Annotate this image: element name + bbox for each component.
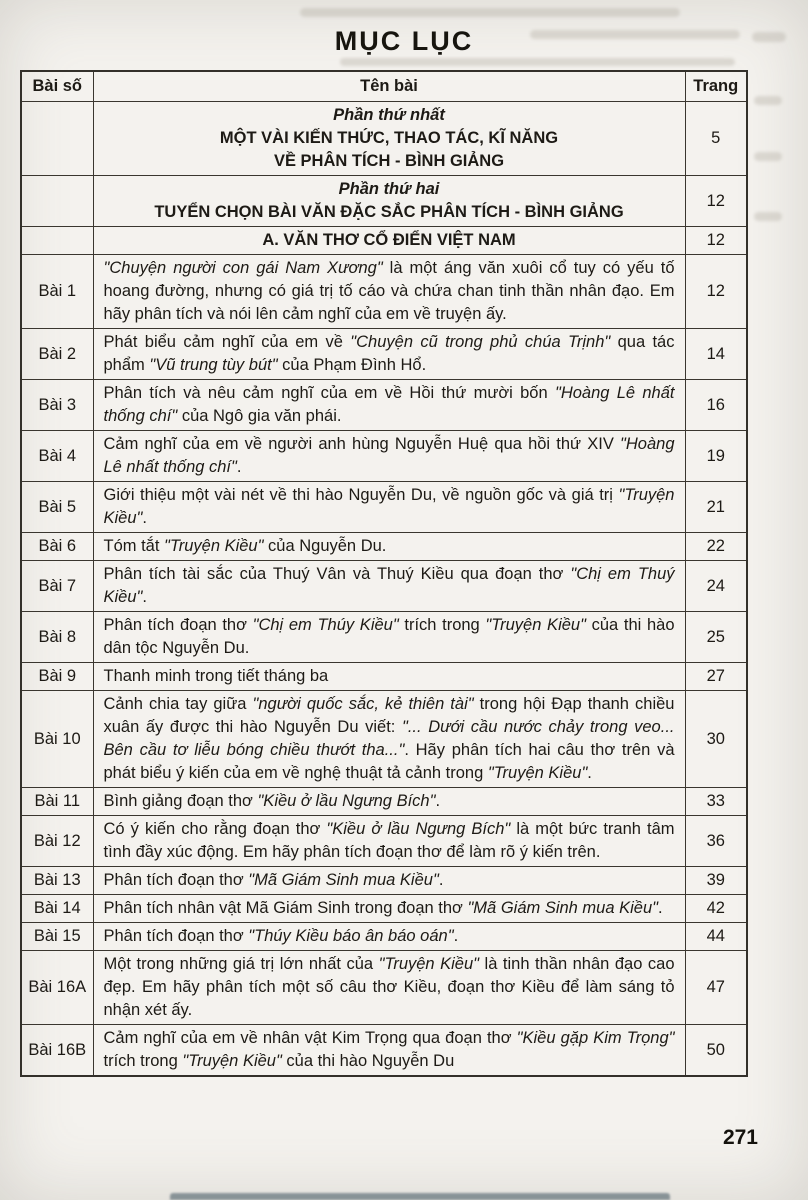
lesson-title-cell [93, 561, 685, 612]
lesson-title-segment: . [587, 764, 592, 782]
section-title-line: TUYỂN CHỌN BÀI VĂN ĐẶC SẮC PHÂN TÍCH - BÌNH GIẢNG [154, 203, 624, 221]
lesson-title-segment: trích trong [103, 1052, 183, 1070]
lesson-title-segment: "Chị em Thuý Kiều" [103, 565, 675, 606]
lesson-title-segment: "Truyện Kiều" [164, 537, 264, 555]
lesson-title-segment: của Phạm Đình Hổ. [277, 356, 427, 374]
section-title-line: A. VĂN THƠ CỔ ĐIỂN VIỆT NAM [262, 231, 516, 249]
table-row [21, 227, 747, 255]
lesson-title-cell [93, 895, 685, 923]
lesson-number-cell: Bài 5 [21, 482, 93, 533]
lesson-title-segment: của thi hào Nguyễn Du [281, 1052, 455, 1070]
page-ref-cell: 50 [685, 1025, 747, 1077]
lesson-number-cell: Bài 16A [21, 951, 93, 1025]
lesson-number-cell [21, 227, 93, 255]
lesson-title-segment: trích trong [398, 616, 486, 634]
scan-artifact [340, 58, 735, 66]
table-row [21, 788, 747, 816]
lesson-title-segment: Phân tích đoạn thơ [103, 927, 249, 945]
lesson-title-segment: là tinh thần nhân đạo cao đẹp. Em hãy phân tích một số câu thơ Kiều, đoạn thơ Kiều để làm sáng tỏ nhận xét ấy. [103, 955, 675, 1019]
lesson-title-segment: Tóm tắt [103, 537, 165, 555]
lesson-number-cell [21, 102, 93, 176]
page-title: MỤC LỤC [334, 26, 474, 56]
lesson-title-segment: Giới thiệu một vài nét về thi hào Nguyễn Du, về nguồn gốc và giá trị [103, 486, 619, 504]
lesson-title-segment: Bình giảng đoạn thơ [103, 792, 258, 810]
page-ref-cell: 44 [685, 923, 747, 951]
page-ref-cell: 33 [685, 788, 747, 816]
lesson-title-segment: Phân tích đoạn thơ [103, 871, 249, 889]
toc-table [20, 70, 748, 1077]
page-ref-cell: 12 [685, 255, 747, 329]
table-row [21, 176, 747, 227]
scan-edge-artifact [170, 1193, 670, 1200]
lesson-title-segment: Cảm nghĩ của em về nhân vật Kim Trọng qua đoạn thơ [103, 1029, 517, 1047]
lesson-title-segment: "Truyện Kiều" [378, 955, 480, 973]
scan-artifact [754, 96, 782, 105]
lesson-title-segment: "Truyện Kiều" [103, 486, 675, 527]
scan-artifact [300, 8, 680, 17]
lesson-number-cell: Bài 7 [21, 561, 93, 612]
table-row [21, 561, 747, 612]
page-ref-cell: 36 [685, 816, 747, 867]
lesson-number-cell: Bài 2 [21, 329, 93, 380]
lesson-title-segment: . [438, 871, 444, 889]
lesson-title-cell [93, 255, 685, 329]
scan-artifact [754, 152, 782, 161]
lesson-title-cell [93, 431, 685, 482]
page-ref-cell: 12 [685, 227, 747, 255]
scan-artifact [530, 30, 740, 39]
lesson-title-segment: "Chuyện người con gái Nam Xương" [103, 259, 383, 277]
page-ref-cell: 16 [685, 380, 747, 431]
lesson-title-segment: của thi hào dân tộc Nguyễn Du. [103, 616, 675, 657]
lesson-title-segment: "Kiều ở lầu Ngưng Bích" [326, 820, 511, 838]
lesson-title-segment: . [453, 927, 459, 945]
table-row [21, 895, 747, 923]
table-row [21, 102, 747, 176]
lesson-title-segment: Thanh minh trong tiết tháng ba [103, 667, 329, 685]
lesson-number-cell: Bài 15 [21, 923, 93, 951]
lesson-number-cell: Bài 14 [21, 895, 93, 923]
lesson-title-cell [93, 951, 685, 1025]
lesson-title-segment: "... Dưới cầu nước chảy trong veo... Bên cầu tơ liễu bóng chiều thướt tha..." [103, 718, 675, 759]
lesson-number-cell: Bài 10 [21, 691, 93, 788]
table-row [21, 951, 747, 1025]
lesson-title-segment: "Hoàng Lê nhất thống chí" [103, 384, 675, 425]
table-row [21, 329, 747, 380]
lesson-title-cell [93, 612, 685, 663]
lesson-title-cell [93, 816, 685, 867]
lesson-title-segment: "Truyện Kiều" [485, 616, 586, 634]
lesson-title-cell [93, 482, 685, 533]
page-ref-cell: 30 [685, 691, 747, 788]
section-title-cell [93, 227, 685, 255]
page-ref-cell: 5 [685, 102, 747, 176]
lesson-title-segment: là một bức tranh tâm tình đầy xúc động. Em hãy phân tích đoạn thơ để làm rõ ý kiến trên. [103, 820, 675, 861]
page-ref-cell: 14 [685, 329, 747, 380]
page-ref-cell: 22 [685, 533, 747, 561]
lesson-title-cell [93, 380, 685, 431]
section-title-line: VỀ PHÂN TÍCH - BÌNH GIẢNG [273, 152, 505, 170]
lesson-title-cell [93, 329, 685, 380]
lesson-title-segment: "Chuyện cũ trong phủ chúa Trịnh" [350, 333, 611, 351]
page-ref-cell: 39 [685, 867, 747, 895]
table-row [21, 867, 747, 895]
lesson-number-cell: Bài 6 [21, 533, 93, 561]
lesson-title-segment: . [236, 458, 242, 476]
section-title-cell [93, 176, 685, 227]
lesson-number-cell: Bài 16B [21, 1025, 93, 1077]
lesson-title-segment: qua tác phẩm [103, 333, 675, 374]
lesson-number-cell: Bài 11 [21, 788, 93, 816]
lesson-title-cell [93, 788, 685, 816]
table-row [21, 691, 747, 788]
lesson-title-segment: "Truyện Kiều" [487, 764, 588, 782]
page-ref-cell: 27 [685, 663, 747, 691]
table-row [21, 533, 747, 561]
lesson-title-segment: "Hoàng Lê nhất thống chí" [103, 435, 675, 476]
lesson-number-cell: Bài 12 [21, 816, 93, 867]
lesson-title-segment: "Vũ trung tùy bút" [149, 356, 278, 374]
lesson-title-segment: Phân tích và nêu cảm nghĩ của em về Hồi thứ mười bốn [103, 384, 555, 402]
lesson-title-segment: "người quốc sắc, kẻ thiên tài" [252, 695, 474, 713]
lesson-title-segment: . [142, 588, 147, 606]
lesson-title-segment: Có ý kiến cho rằng đoạn thơ [103, 820, 327, 838]
table-row [21, 612, 747, 663]
lesson-title-segment: Phân tích nhân vật Mã Giám Sinh trong đoạn thơ [103, 899, 468, 917]
lesson-title-segment: Phát biểu cảm nghĩ của em về [103, 333, 351, 351]
section-title-cell [93, 102, 685, 176]
lesson-number-cell: Bài 8 [21, 612, 93, 663]
lesson-title-segment: Phân tích tài sắc của Thuý Vân và Thuý Kiều qua đoạn thơ [103, 565, 571, 583]
lesson-number-cell [21, 176, 93, 227]
section-title-line: Phần thứ hai [338, 180, 440, 198]
header-ten-bai: Tên bài [93, 71, 685, 102]
table-row [21, 663, 747, 691]
lesson-number-cell: Bài 1 [21, 255, 93, 329]
lesson-title-segment: "Chị em Thúy Kiều" [252, 616, 399, 634]
page-ref-cell: 19 [685, 431, 747, 482]
section-title-line: MỘT VÀI KIẾN THỨC, THAO TÁC, KĨ NĂNG [219, 129, 559, 147]
lesson-title-cell [93, 533, 685, 561]
lesson-title-segment: Cảnh chia tay giữa [103, 695, 253, 713]
lesson-title-segment: "Truyện Kiều" [182, 1052, 282, 1070]
lesson-number-cell: Bài 13 [21, 867, 93, 895]
table-row [21, 816, 747, 867]
page-ref-cell: 25 [685, 612, 747, 663]
lesson-title-segment: Cảm nghĩ của em về người anh hùng Nguyễn Huệ qua hồi thứ XIV [103, 435, 621, 453]
scan-artifact [754, 212, 782, 221]
lesson-title-segment: của Nguyễn Du. [263, 537, 387, 555]
table-row [21, 482, 747, 533]
lesson-title-segment: . [435, 792, 441, 810]
table-row [21, 923, 747, 951]
header-trang: Trang [685, 71, 747, 102]
table-row [21, 255, 747, 329]
lesson-title-cell [93, 691, 685, 788]
header-bai-so: Bài số [21, 71, 93, 102]
lesson-title-segment: "Thúy Kiều báo ân báo oán" [248, 927, 454, 945]
lesson-title-segment: "Mã Giám Sinh mua Kiều" [248, 871, 439, 889]
lesson-title-segment: . [658, 899, 663, 917]
lesson-title-segment: "Kiều ở lầu Ngưng Bích" [257, 792, 436, 810]
table-header-row [21, 71, 747, 102]
scan-artifact [752, 32, 786, 42]
lesson-title-cell [93, 1025, 685, 1077]
page-ref-cell: 21 [685, 482, 747, 533]
page-ref-cell: 47 [685, 951, 747, 1025]
page-ref-cell: 12 [685, 176, 747, 227]
lesson-title-segment: của Ngô gia văn phái. [177, 407, 342, 425]
lesson-title-segment: "Mã Giám Sinh mua Kiều" [467, 899, 658, 917]
lesson-title-cell [93, 923, 685, 951]
lesson-title-segment: trong hội Đạp thanh chiều xuân ấy được thi hào Nguyễn Du viết: [103, 695, 675, 736]
lesson-title-cell [93, 867, 685, 895]
lesson-title-cell [93, 663, 685, 691]
page-number: 271 [722, 1126, 758, 1149]
page-ref-cell: 24 [685, 561, 747, 612]
lesson-title-segment: là một áng văn xuôi cổ tuy có yếu tố hoang đường, nhưng có giá trị tố cáo và chứa chan tinh thần nhân đạo. Em hãy phân tích và nói lên cảm nghĩ của em về truyện ấy. [103, 259, 675, 323]
lesson-title-segment: Phân tích đoạn thơ [103, 616, 253, 634]
table-row [21, 380, 747, 431]
lesson-number-cell: Bài 9 [21, 663, 93, 691]
lesson-number-cell: Bài 3 [21, 380, 93, 431]
section-title-line: Phần thứ nhất [333, 106, 445, 124]
page-ref-cell: 42 [685, 895, 747, 923]
lesson-title-segment: Một trong những giá trị lớn nhất của [103, 955, 379, 973]
lesson-title-segment: . Hãy phân tích hai câu thơ trên và phát biểu ý kiến của em về nghệ thuật tả cảnh trong [103, 741, 675, 782]
lesson-title-segment: "Kiều gặp Kim Trọng" [516, 1029, 675, 1047]
lesson-title-segment: . [142, 509, 147, 527]
table-row [21, 1025, 747, 1077]
lesson-number-cell: Bài 4 [21, 431, 93, 482]
table-row [21, 431, 747, 482]
